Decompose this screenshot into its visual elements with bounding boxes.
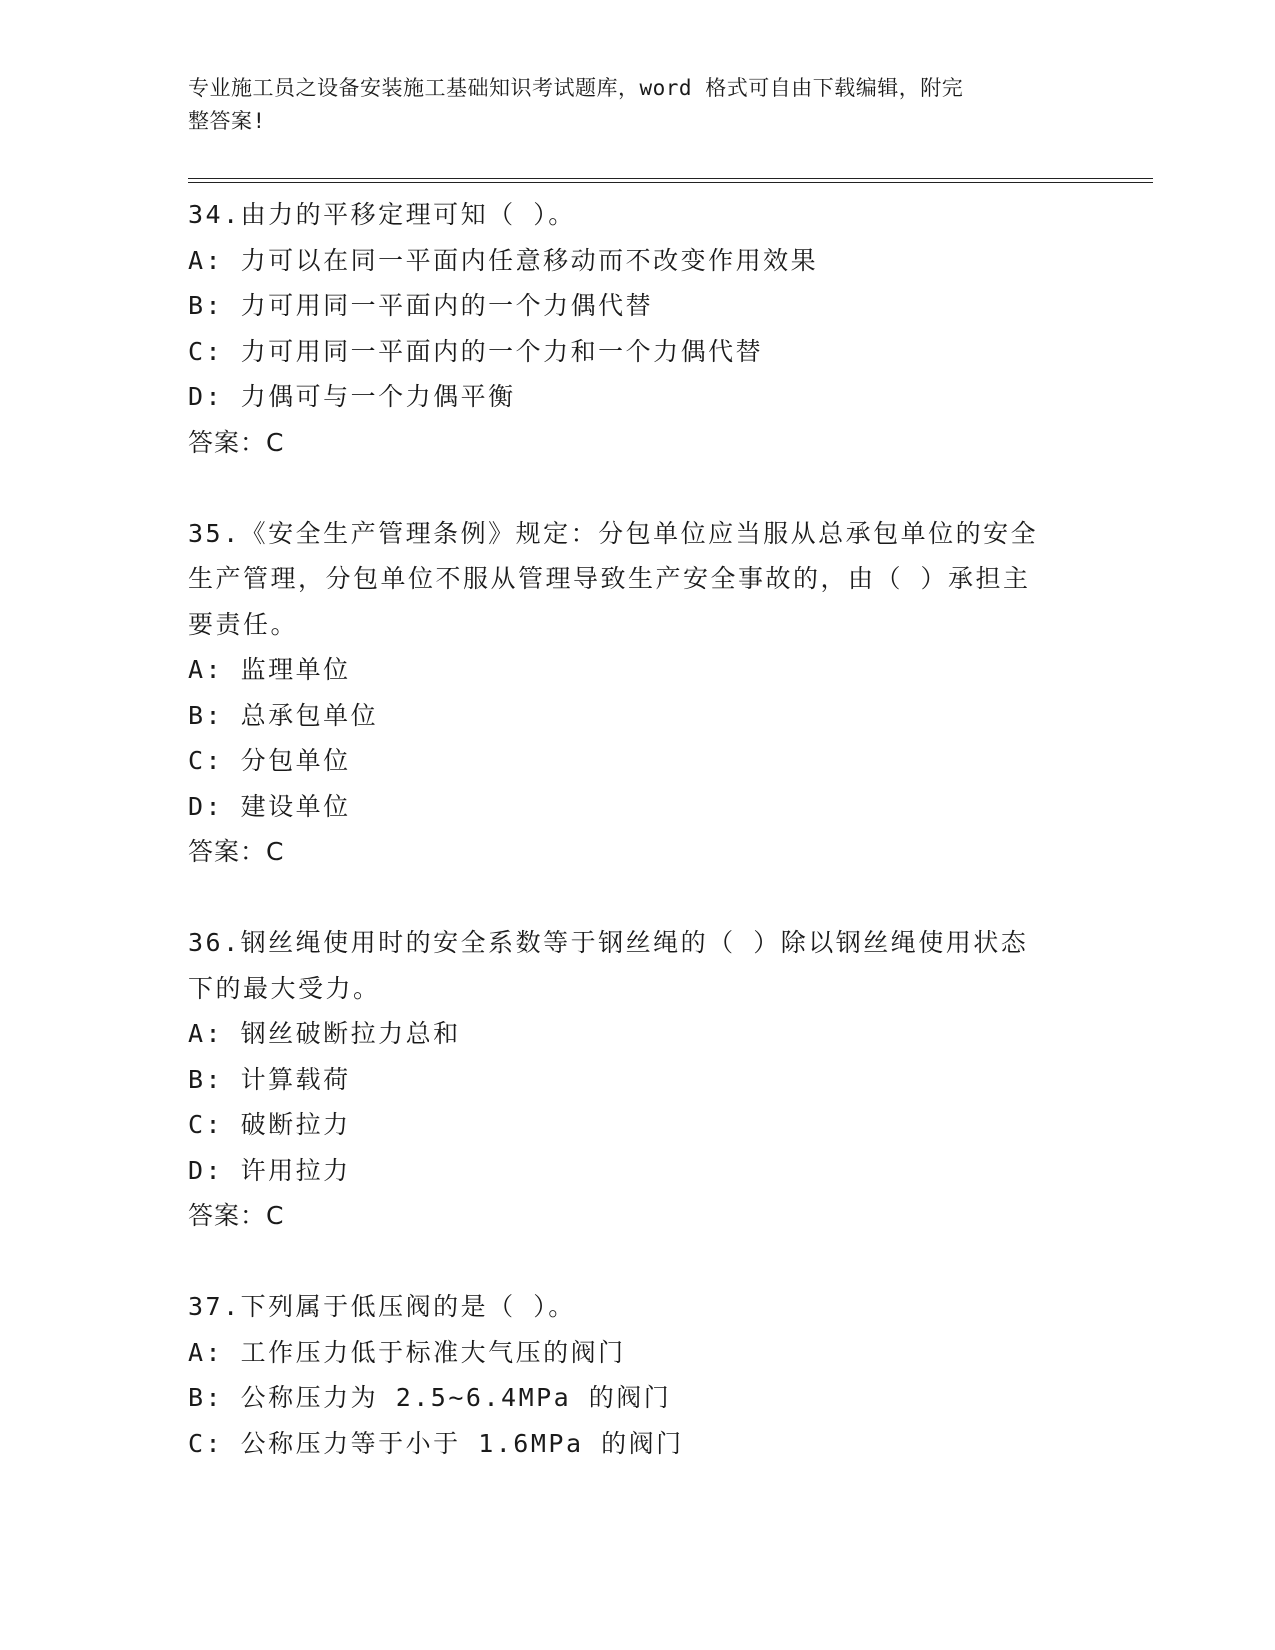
question-37	[188, 1284, 1078, 1466]
page-header	[188, 72, 1068, 138]
question-35	[188, 511, 1078, 875]
option-b: B: 计算载荷	[188, 1064, 351, 1094]
question-stem: 36.钢丝绳使用时的安全系数等于钢丝绳的（ ）除以钢丝绳使用状态 下的最大受力。	[188, 928, 1029, 1003]
question-list	[188, 192, 1078, 1466]
option-c: C: 破断拉力	[188, 1110, 351, 1139]
spacer	[188, 465, 1078, 511]
option-a: A: 钢丝破断拉力总和	[188, 1019, 461, 1048]
option-a: A: 力可以在同一平面内任意移动而不改变作用效果	[188, 245, 819, 275]
question-stem: 37.下列属于低压阀的是（ ）。	[188, 1292, 576, 1321]
header-line: 整答案!	[188, 109, 266, 133]
header-divider	[188, 178, 1153, 179]
option-a: A: 监理单位	[188, 655, 351, 684]
question-36	[188, 920, 1078, 1239]
answer: 答案：C	[188, 1201, 285, 1230]
header-divider	[188, 182, 1153, 183]
option-d: D: 许用拉力	[188, 1155, 351, 1185]
option-c: C: 公称压力等于小于 1.6MPa 的阀门	[188, 1428, 684, 1458]
spacer	[188, 1239, 1078, 1285]
question-stem: 34.由力的平移定理可知（ ）。	[188, 200, 576, 229]
answer: 答案：C	[188, 427, 285, 457]
option-d: D: 建设单位	[188, 791, 351, 821]
option-b: B: 公称压力为 2.5~6.4MPa 的阀门	[188, 1383, 672, 1412]
question-stem: 35.《安全生产管理条例》规定：分包单位应当服从总承包单位的安全 生产管理，分包单位不服从管理导致生产安全事故的，由（ ）承担主 要责任。	[188, 518, 1039, 639]
option-d: D: 力偶可与一个力偶平衡	[188, 382, 516, 411]
option-c: C: 力可用同一平面内的一个力和一个力偶代替	[188, 336, 764, 366]
option-b: B: 总承包单位	[188, 700, 379, 730]
option-a: A: 工作压力低于标准大气压的阀门	[188, 1337, 626, 1367]
answer: 答案：C	[188, 837, 285, 866]
option-c: C: 分包单位	[188, 746, 351, 775]
spacer	[188, 875, 1078, 921]
question-34	[188, 192, 1078, 465]
option-b: B: 力可用同一平面内的一个力偶代替	[188, 291, 654, 320]
header-line: 专业施工员之设备安装施工基础知识考试题库，word 格式可自由下载编辑，附完	[188, 76, 964, 100]
